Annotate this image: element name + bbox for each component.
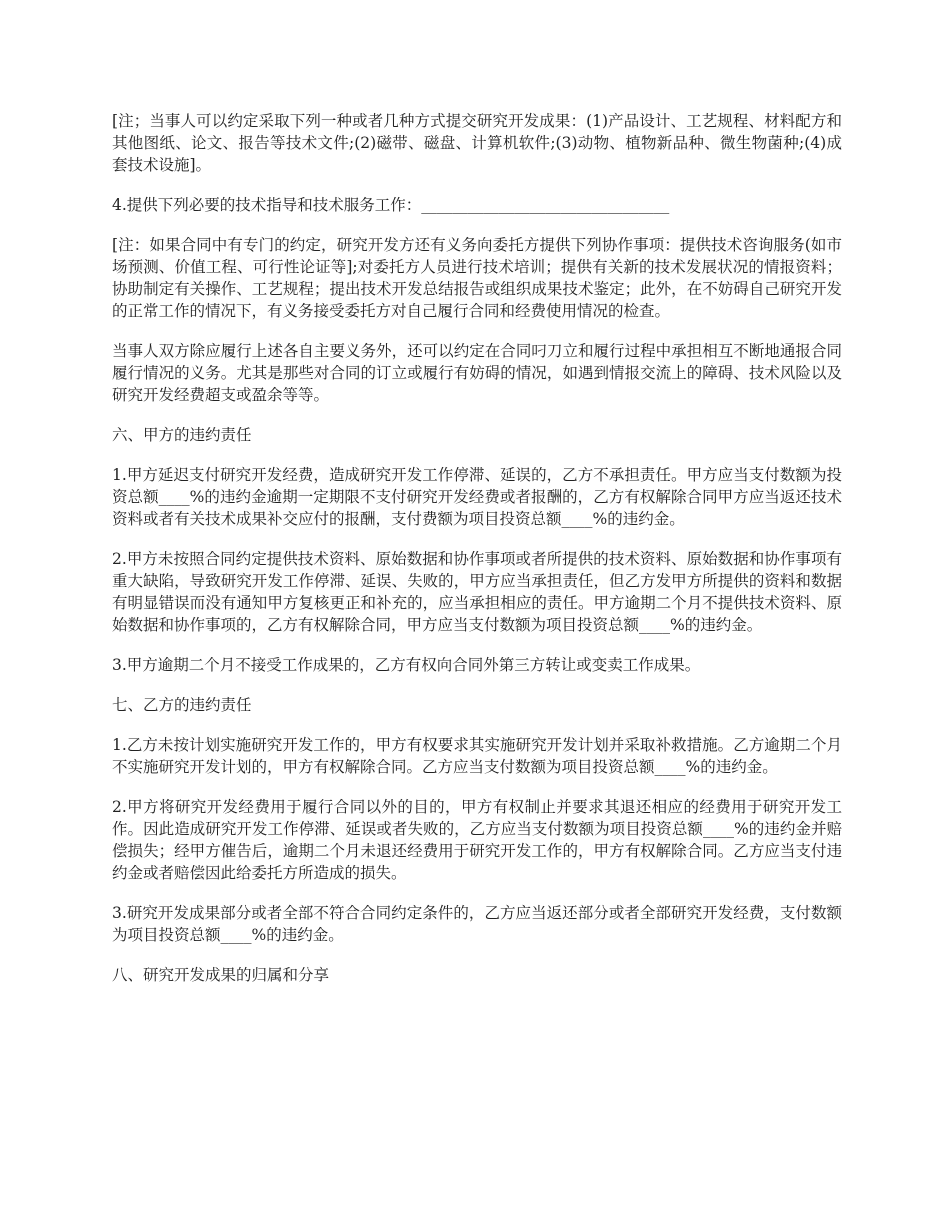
clause-technical-guidance: 4.提供下列必要的技术指导和技术服务工作：________________________________ [112, 196, 670, 214]
clause-a-3: 3.甲方逾期二个月不接受工作成果的，乙方有权向合同外第三方转让或变卖工作成果。 [112, 656, 701, 674]
document-page [112, 110, 842, 1004]
clause-b-1: 1.乙方未按计划实施研究开发工作的，甲方有权要求其实施研究开发计划并采取补救措施。乙方逾期二个月不实施研究开发计划的，甲方有权解除合同。乙方应当支付数额为项目投资总额____%的违约金。 [112, 736, 842, 776]
note-submission-methods: [注；当事人可以约定采取下列一种或者几种方式提交研究开发成果：(1)产品设计、工艺规程、材料配方和其他图纸、论文、报告等技术文件;(2)磁带、磁盘、计算机软件;(3)动物、植物新品种、微生物菌种;(4)成套技术设施]。 [112, 112, 842, 174]
clause-a-1: 1.甲方延迟支付研究开发经费，造成研究开发工作停滞、延误的，乙方不承担责任。甲方应当支付数额为投资总额____%的违约金逾期一定期限不支付研究开发经费或者报酬的，乙方有权解除合同甲方应当返还技术资料或者有关技术成果补交应付的报酬，支付费额为项目投资总额____%的违约金。 [112, 466, 842, 528]
clause-b-3: 3.研究开发成果部分或者全部不符合合同约定条件的，乙方应当返还部分或者全部研究开发经费，支付数额为项目投资总额____%的违约金。 [112, 904, 842, 944]
clause-b-2: 2.甲方将研究开发经费用于履行合同以外的目的，甲方有权制止并要求其退还相应的经费用于研究开发工作。因此造成研究开发工作停滞、延误或者失败的，乙方应当支付数额为项目投资总额____%的违约金并赔偿损失；经甲方催告后，逾期二个月未退还经费用于研究开发工作的，甲方有权解除合同。乙方应当支付违约金或者赔偿因此给委托方所造成的损失。 [112, 798, 842, 882]
note-cooperation-matters: [注：如果合同中有专门的约定，研究开发方还有义务向委托方提供下列协作事项：提供技术咨询服务(如市场预测、价值工程、可行性论证等];对委托方人员进行技术培训；提供有关新的技术发展状况的情报资料；协助制定有关操作、工艺规程；提出技术开发总结报告或组织成果技术鉴定；此外，在不妨碍自己研究开发的正常工作的情况下，有义务接受委托方对自己履行合同和经费使用情况的检查。 [112, 236, 842, 320]
section-heading-party-a-liability: 六、甲方的违约责任 [112, 426, 252, 444]
section-heading-results-ownership: 八、研究开发成果的归属和分享 [112, 966, 330, 984]
paragraph-mutual-obligations: 当事人双方除应履行上述各自主要义务外，还可以约定在合同叼刀立和履行过程中承担相互不断地通报合同履行情况的义务。尤其是那些对合同的订立或履行有妨碍的情况，如遇到情报交流上的障碍、技术风险以及研究开发经费超支或盈余等等。 [112, 342, 842, 404]
section-heading-party-b-liability: 七、乙方的违约责任 [112, 696, 252, 714]
clause-a-2: 2.甲方未按照合同约定提供技术资料、原始数据和协作事项或者所提供的技术资料、原始数据和协作事项有重大缺陷，导致研究开发工作停滞、延误、失败的，甲方应当承担责任，但乙方发甲方所提供的资料和数据有明显错误而没有通知甲方复核更正和补充的，应当承担相应的责任。甲方逾期二个月不提供技术资料、原始数据和协作事项的，乙方有权解除合同，甲方应当支付数额为项目投资总额____%的违约金。 [112, 550, 842, 634]
